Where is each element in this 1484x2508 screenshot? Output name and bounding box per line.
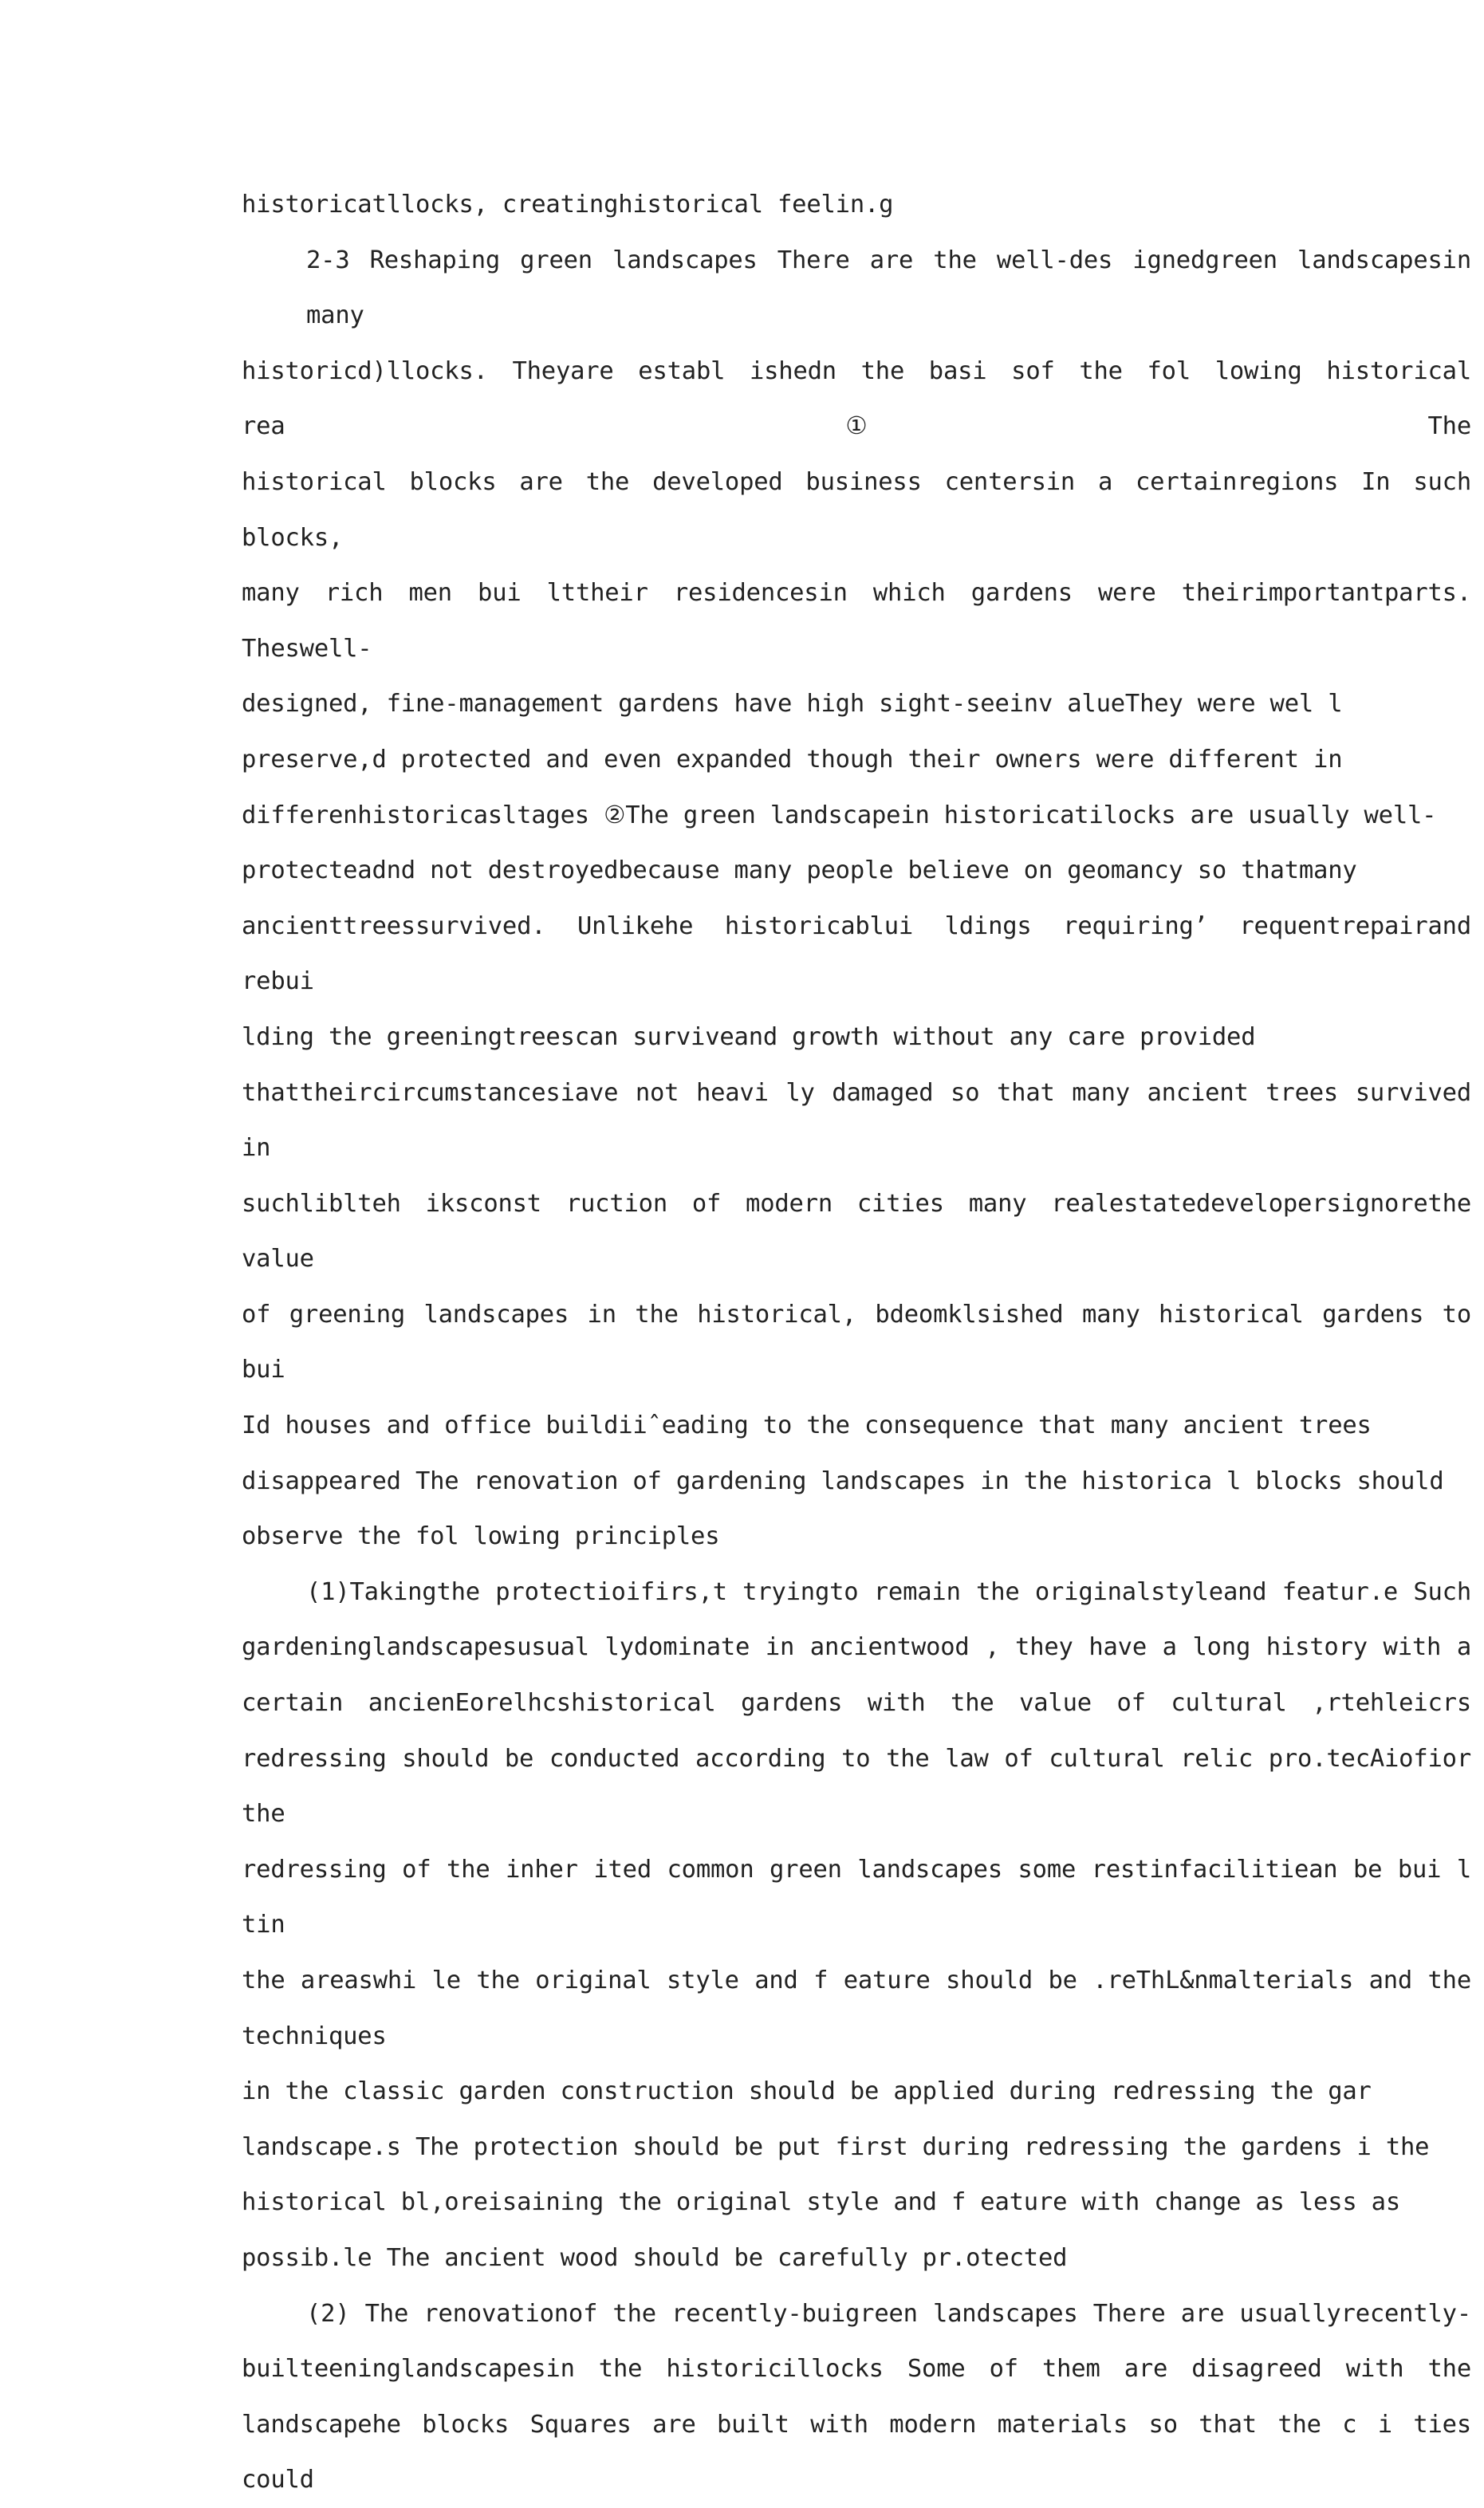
text-line: thattheircircumstancesiave not heavi ly damaged so that many ancient trees survived in <box>242 1078 1471 1163</box>
text-line: techniques <box>242 2022 387 2050</box>
text-line: 2-3 Reshaping green landscapes There are the well-des ignedgreen landscapesin many <box>306 246 1471 330</box>
text-line: Id houses and office buildiiˆeading to the consequence that many ancient trees <box>242 1411 1372 1440</box>
document-body <box>242 177 1471 2508</box>
text-line: protecteadnd not destroyedbecause many people believe on geomancy so thatmany <box>242 856 1357 885</box>
text-line: of greening landscapes in the historical, bdeomklsished many historical gardens to bui <box>242 1300 1471 1384</box>
text-line: builteeninglandscapesin the historicillocks Some of them are disagreed with the <box>242 2355 1471 2384</box>
text-line: disappeared The renovation of gardening landscapes in the historica l blocks should <box>242 1467 1444 1495</box>
text-line: historicd)llocks. Theyare establ ishedn the basi sof the fol lowing historical rea①The <box>242 356 1471 441</box>
text-line: (1)Takingthe protectioifirs,t tryingto remain the originalstyleand featur.e Such <box>306 1577 1471 1606</box>
text-line: differenhistoricasltages ②The green landscapein historicatilocks are usually well- <box>242 801 1437 829</box>
text-line: lding the greeningtreescan surviveand growth without any care provided <box>242 1022 1256 1051</box>
text-line: certain ancienEorelhcshistorical gardens with the value of cultural ,rtehleicrs <box>242 1689 1471 1718</box>
text-line: gardeninglandscapesusual lydominate in ancientwood , they have a long history with a <box>242 1633 1471 1662</box>
text-line: possib.le The ancient wood should be carefully pr.otected <box>242 2243 1068 2272</box>
text-line: redressing should be conducted according to the law of cultural relic pro.tecAiofior the <box>242 1744 1471 1829</box>
text-line: landscape.s The protection should be put first during redressing the gardens i the <box>242 2132 1430 2161</box>
text-line: observe the fol lowing principles <box>242 1522 720 1551</box>
text-line: historical bl,oreisaining the original style and f eature with change as less as <box>242 2188 1401 2217</box>
text-line: in the classic garden construction should be applied during redressing the gar <box>242 2077 1372 2106</box>
text-line: (2) The renovationof the recently-buigreen landscapes There are usuallyrecently- <box>306 2299 1471 2328</box>
text-line: historical blocks are the developed business centersin a certainregions In such blocks, <box>242 467 1471 552</box>
text-line: the areaswhi le the original style and f eature should be .reThL&nmalterials and the <box>242 1967 1471 1994</box>
text-line: suchliblteh iksconst ruction of modern cities many realestatedevelopersignorethe value <box>242 1189 1471 1274</box>
text-line: landscapehe blocks Squares are built with modern materials so that the c i ties could <box>242 2410 1471 2494</box>
text-line: historicatllocks, creatinghistorical feelin.g <box>242 191 894 219</box>
text-line: preserve,d protected and even expanded though their owners were different in <box>242 745 1343 774</box>
text-line: redressing of the inher ited common green landscapes some restinfacilitiean be bui l tin <box>242 1855 1471 1939</box>
text-line: designed, fine-management gardens have high sight-seeinv alueThey were wel l <box>242 690 1343 719</box>
text-line: ancienttreessurvived. Unlikehe historicablui ldings requiring’ requentrepairand rebui <box>242 911 1471 996</box>
text-line: many rich men bui lttheir residencesin which gardens were theirimportantparts. Theswell- <box>242 579 1471 663</box>
